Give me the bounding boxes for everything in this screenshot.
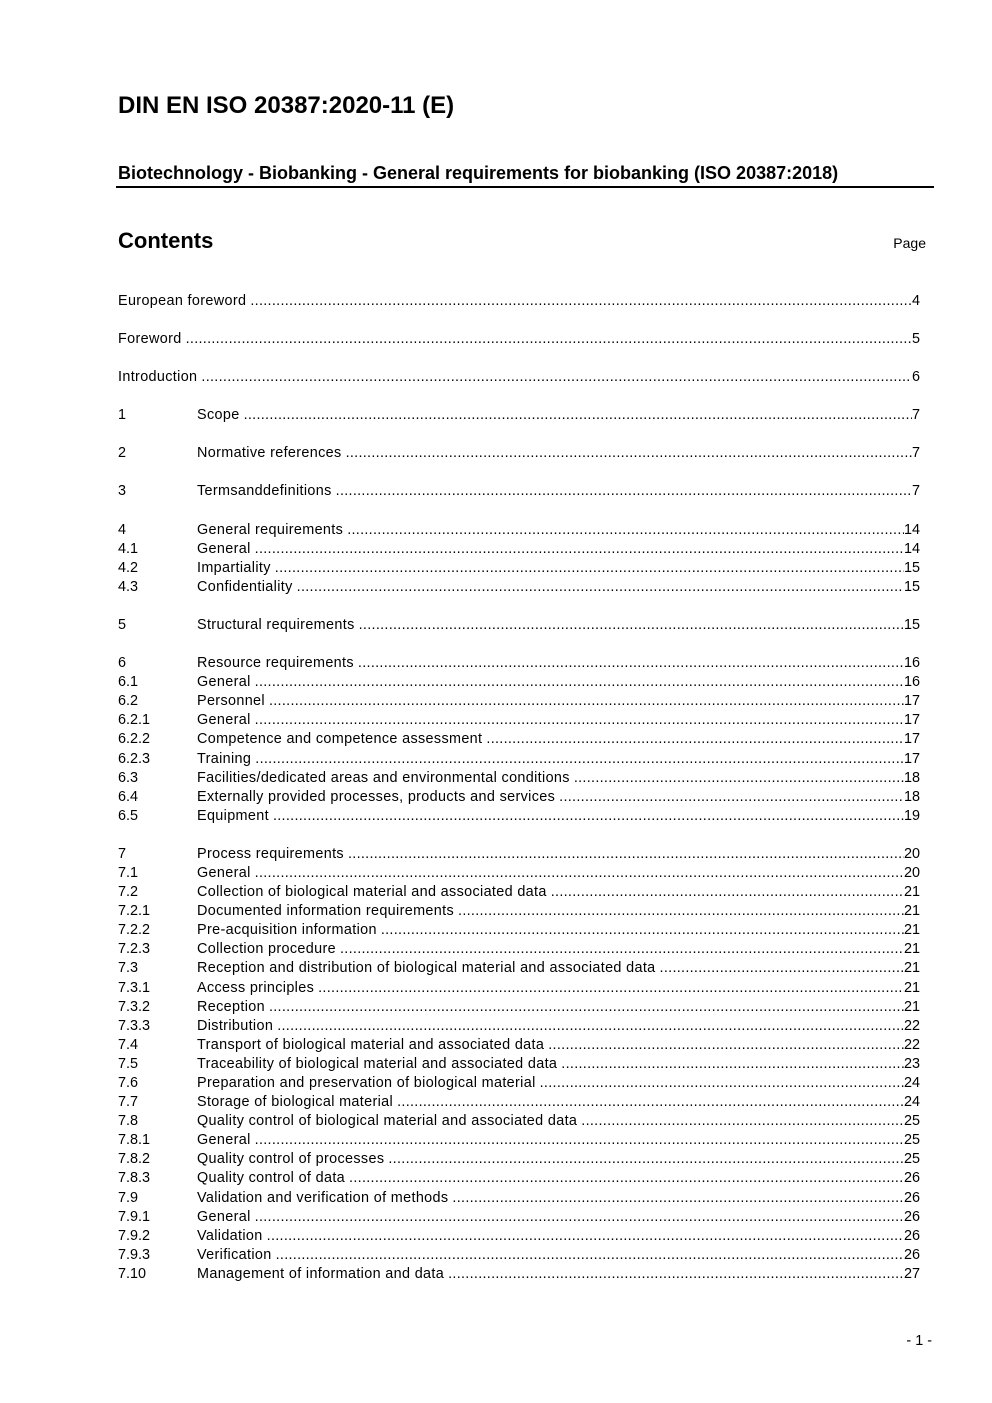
toc-entry-page: 16 bbox=[903, 674, 920, 691]
toc-entry-label: Termsanddefinitions bbox=[197, 483, 332, 500]
toc-dot-leader bbox=[448, 1265, 904, 1284]
toc-entry[interactable] bbox=[118, 292, 920, 311]
toc-entry[interactable] bbox=[118, 1189, 920, 1208]
toc-entry[interactable] bbox=[118, 1265, 920, 1284]
toc-dot-leader bbox=[388, 1150, 904, 1169]
toc-entry-page: 24 bbox=[903, 1094, 920, 1111]
toc-entry-label: Structural requirements bbox=[197, 616, 355, 633]
toc-dot-leader bbox=[269, 998, 904, 1017]
toc-entry-label: Competence and competence assessment bbox=[197, 731, 483, 748]
toc-entry[interactable] bbox=[118, 883, 920, 902]
toc-dot-leader bbox=[359, 616, 904, 635]
toc-entry-page: 4 bbox=[911, 293, 920, 309]
toc-dot-leader bbox=[581, 1112, 904, 1131]
toc-entry[interactable] bbox=[118, 788, 920, 807]
toc-entry-number: 5 bbox=[118, 616, 127, 633]
toc-entry-page: 21 bbox=[903, 903, 920, 920]
toc-entry[interactable] bbox=[118, 979, 920, 998]
document-title: DIN EN ISO 20387:2020-11 (E) bbox=[118, 92, 455, 119]
toc-entry-label: General bbox=[197, 864, 251, 881]
toc-entry[interactable] bbox=[118, 540, 920, 559]
table-of-contents bbox=[118, 292, 920, 1284]
toc-entry-number: 7.3.1 bbox=[118, 979, 151, 996]
toc-dot-leader bbox=[397, 1093, 904, 1112]
toc-entry-page: 26 bbox=[903, 1170, 920, 1187]
toc-dot-leader bbox=[276, 1246, 904, 1265]
toc-entry-number: 7.6 bbox=[118, 1075, 139, 1091]
toc-entry[interactable] bbox=[118, 559, 920, 578]
toc-dot-leader bbox=[318, 979, 904, 998]
toc-dot-leader bbox=[349, 1169, 904, 1188]
toc-entry-number: 1 bbox=[118, 407, 127, 424]
toc-dot-leader bbox=[551, 883, 904, 902]
toc-entry-page: 7 bbox=[911, 407, 920, 424]
toc-entry[interactable] bbox=[118, 1169, 920, 1188]
toc-entry-label: Facilities/dedicated areas and environmental conditions bbox=[197, 769, 570, 786]
toc-entry-page: 17 bbox=[903, 731, 920, 748]
toc-entry-page: 15 bbox=[903, 559, 920, 576]
toc-entry-number: 7.4 bbox=[118, 1036, 139, 1053]
toc-entry-label: Resource requirements bbox=[197, 655, 354, 672]
toc-entry-number: 7.5 bbox=[118, 1055, 139, 1072]
toc-entry-number: 6.3 bbox=[118, 769, 139, 786]
toc-entry-number: 7 bbox=[118, 845, 127, 862]
toc-dot-leader bbox=[340, 940, 904, 959]
toc-entry[interactable] bbox=[118, 1112, 920, 1131]
toc-entry-label: Training bbox=[197, 750, 252, 767]
toc-entry-label: Confidentiality bbox=[197, 578, 293, 595]
toc-dot-leader bbox=[452, 1189, 904, 1208]
toc-entry-label: Externally provided processes, products and services bbox=[197, 788, 556, 805]
toc-dot-leader bbox=[574, 769, 904, 788]
toc-entry[interactable] bbox=[118, 730, 920, 749]
toc-entry[interactable] bbox=[118, 769, 920, 788]
toc-entry[interactable] bbox=[118, 1055, 920, 1074]
contents-heading: Contents bbox=[118, 228, 214, 253]
toc-entry-label: Access principles bbox=[197, 979, 315, 996]
toc-entry-label: General bbox=[197, 712, 251, 729]
toc-dot-leader bbox=[297, 578, 904, 597]
toc-entry-number: 7.3.3 bbox=[118, 1017, 151, 1034]
toc-entry-number: 7.8.3 bbox=[118, 1170, 151, 1187]
toc-entry-label: Introduction bbox=[118, 369, 198, 386]
toc-entry-label: Normative references bbox=[197, 445, 342, 462]
toc-entry[interactable] bbox=[118, 1246, 920, 1265]
toc-dot-leader bbox=[559, 788, 904, 807]
toc-entry-number: 7.2.3 bbox=[118, 941, 151, 958]
toc-entry[interactable] bbox=[118, 406, 920, 425]
toc-dot-leader bbox=[348, 845, 904, 864]
toc-entry-page: 23 bbox=[903, 1055, 920, 1072]
toc-entry-label: General bbox=[197, 674, 251, 691]
toc-entry-page: 7 bbox=[911, 483, 920, 500]
toc-entry[interactable] bbox=[118, 673, 920, 692]
toc-entry-page: 24 bbox=[903, 1075, 920, 1091]
toc-entry-label: General bbox=[197, 1208, 251, 1225]
toc-dot-leader bbox=[561, 1055, 904, 1074]
toc-dot-leader bbox=[244, 406, 912, 425]
toc-entry-number: 4.3 bbox=[118, 578, 139, 595]
toc-dot-leader bbox=[255, 864, 904, 883]
toc-entry-number: 7.2 bbox=[118, 884, 139, 901]
toc-entry-page: 15 bbox=[903, 578, 920, 595]
toc-entry-label: Transport of biological material and associated data bbox=[197, 1036, 545, 1053]
toc-entry-number: 7.9.3 bbox=[118, 1246, 151, 1263]
toc-entry-label: Quality control of biological material and associated data bbox=[197, 1113, 578, 1130]
toc-entry-number: 3 bbox=[118, 483, 127, 500]
toc-entry-label: General bbox=[197, 540, 251, 557]
toc-entry-label: European foreword bbox=[118, 293, 247, 309]
toc-dot-leader bbox=[548, 1036, 904, 1055]
toc-entry-page: 7 bbox=[911, 445, 920, 462]
toc-entry-number: 7.8 bbox=[118, 1113, 139, 1130]
toc-entry-number: 7.8.2 bbox=[118, 1151, 151, 1168]
toc-entry-label: Personnel bbox=[197, 693, 265, 710]
toc-dot-leader bbox=[358, 654, 904, 673]
toc-entry-page: 22 bbox=[903, 1036, 920, 1053]
toc-entry-label: Pre-acquisition information bbox=[197, 922, 377, 939]
toc-entry-number: 6.2.3 bbox=[118, 750, 151, 767]
toc-entry-number: 2 bbox=[118, 445, 127, 462]
toc-entry-label: Validation and verification of methods bbox=[197, 1189, 449, 1206]
toc-entry-number: 6.2.2 bbox=[118, 731, 151, 748]
toc-entry[interactable] bbox=[118, 864, 920, 883]
toc-entry[interactable] bbox=[118, 902, 920, 921]
toc-entry-page: 26 bbox=[903, 1189, 920, 1206]
toc-entry-page: 21 bbox=[903, 998, 920, 1015]
toc-entry-page: 15 bbox=[903, 616, 920, 633]
toc-entry-page: 21 bbox=[903, 922, 920, 939]
toc-dot-leader bbox=[269, 692, 904, 711]
toc-entry-label: Verification bbox=[197, 1246, 272, 1263]
page-number: - 1 - bbox=[906, 1333, 932, 1349]
toc-entry-page: 21 bbox=[903, 960, 920, 977]
toc-entry-label: Preparation and preservation of biological material bbox=[197, 1075, 536, 1091]
toc-entry-label: Collection of biological material and associated data bbox=[197, 884, 547, 901]
toc-entry-number: 4.2 bbox=[118, 559, 139, 576]
toc-dot-leader bbox=[275, 559, 904, 578]
toc-dot-leader bbox=[250, 292, 912, 311]
toc-dot-leader bbox=[347, 521, 904, 540]
toc-entry-label: Management of information and data bbox=[197, 1265, 445, 1282]
toc-dot-leader bbox=[540, 1074, 904, 1093]
toc-dot-leader bbox=[255, 540, 904, 559]
toc-entry[interactable] bbox=[118, 330, 920, 349]
toc-entry-number: 7.3 bbox=[118, 960, 139, 977]
toc-entry-number: 7.1 bbox=[118, 864, 139, 881]
toc-dot-leader bbox=[186, 330, 912, 349]
toc-entry-page: 26 bbox=[903, 1227, 920, 1244]
toc-entry[interactable] bbox=[118, 1074, 920, 1093]
toc-entry-number: 6.2.1 bbox=[118, 712, 151, 729]
toc-entry[interactable] bbox=[118, 845, 920, 864]
toc-entry[interactable] bbox=[118, 1131, 920, 1150]
toc-dot-leader bbox=[660, 959, 904, 978]
toc-entry[interactable] bbox=[118, 692, 920, 711]
toc-entry-number: 7.2.2 bbox=[118, 922, 151, 939]
toc-entry-page: 14 bbox=[903, 521, 920, 538]
toc-entry-page: 25 bbox=[903, 1132, 920, 1149]
toc-entry-page: 20 bbox=[903, 845, 920, 862]
toc-entry-page: 5 bbox=[911, 331, 920, 348]
toc-entry[interactable] bbox=[118, 1017, 920, 1036]
toc-entry-number: 6.4 bbox=[118, 788, 139, 805]
toc-entry-number: 7.3.2 bbox=[118, 998, 151, 1015]
toc-entry-page: 21 bbox=[903, 884, 920, 901]
toc-entry-page: 19 bbox=[903, 807, 920, 824]
toc-entry-label: Documented information requirements bbox=[197, 903, 455, 920]
toc-entry-page: 22 bbox=[903, 1017, 920, 1034]
toc-entry-page: 27 bbox=[903, 1265, 920, 1282]
toc-entry-label: Traceability of biological material and associated data bbox=[197, 1055, 558, 1072]
toc-entry-page: 17 bbox=[903, 693, 920, 710]
toc-entry-label: Process requirements bbox=[197, 845, 344, 862]
toc-entry[interactable] bbox=[118, 654, 920, 673]
toc-entry[interactable] bbox=[118, 482, 920, 501]
toc-entry-label: General requirements bbox=[197, 521, 344, 538]
toc-entry[interactable] bbox=[118, 1227, 920, 1246]
toc-entry-label: Quality control of data bbox=[197, 1170, 346, 1187]
toc-entry-number: 7.8.1 bbox=[118, 1132, 151, 1149]
toc-dot-leader bbox=[255, 750, 904, 769]
toc-dot-leader bbox=[267, 1227, 904, 1246]
toc-entry-page: 18 bbox=[903, 788, 920, 805]
toc-dot-leader bbox=[255, 673, 904, 692]
toc-entry[interactable] bbox=[118, 807, 920, 826]
toc-entry-label: Collection procedure bbox=[197, 941, 336, 958]
toc-entry-page: 14 bbox=[903, 540, 920, 557]
document-subtitle: Biotechnology - Biobanking - General requirements for biobanking (ISO 20387:2018) bbox=[118, 163, 839, 183]
toc-entry-number: 6.2 bbox=[118, 693, 139, 710]
toc-entry-number: 7.9 bbox=[118, 1189, 139, 1206]
toc-dot-leader bbox=[277, 1017, 904, 1036]
toc-entry[interactable] bbox=[118, 1093, 920, 1112]
toc-entry[interactable] bbox=[118, 578, 920, 597]
toc-entry[interactable] bbox=[118, 1208, 920, 1227]
toc-entry-page: 18 bbox=[903, 769, 920, 786]
toc-entry-page: 17 bbox=[903, 712, 920, 729]
toc-dot-leader bbox=[255, 1131, 904, 1150]
subtitle-underline bbox=[116, 186, 934, 188]
toc-entry[interactable] bbox=[118, 1150, 920, 1169]
toc-dot-leader bbox=[255, 1208, 904, 1227]
toc-entry[interactable] bbox=[118, 521, 920, 540]
toc-entry-page: 25 bbox=[903, 1113, 920, 1130]
toc-entry[interactable] bbox=[118, 998, 920, 1017]
toc-entry[interactable] bbox=[118, 616, 920, 635]
toc-dot-leader bbox=[346, 444, 912, 463]
toc-entry-label: Distribution bbox=[197, 1017, 274, 1034]
toc-entry-number: 4.1 bbox=[118, 540, 139, 557]
toc-entry-number: 6.5 bbox=[118, 807, 139, 824]
toc-entry[interactable] bbox=[118, 959, 920, 978]
toc-entry-page: 21 bbox=[903, 979, 920, 996]
toc-entry[interactable] bbox=[118, 940, 920, 959]
toc-entry-label: Reception bbox=[197, 998, 265, 1015]
toc-entry[interactable] bbox=[118, 368, 920, 387]
toc-dot-leader bbox=[273, 807, 904, 826]
toc-entry-page: 26 bbox=[903, 1246, 920, 1263]
toc-entry-number: 7.9.2 bbox=[118, 1227, 151, 1244]
toc-dot-leader bbox=[458, 902, 904, 921]
toc-dot-leader bbox=[201, 368, 912, 387]
toc-entry-label: General bbox=[197, 1132, 251, 1149]
toc-dot-leader bbox=[255, 711, 904, 730]
toc-entry-label: Validation bbox=[197, 1227, 263, 1244]
toc-dot-leader bbox=[336, 482, 912, 501]
toc-entry-page: 25 bbox=[903, 1151, 920, 1168]
toc-entry-page: 26 bbox=[903, 1208, 920, 1225]
toc-entry-label: Reception and distribution of biological material and associated data bbox=[197, 960, 656, 977]
toc-entry[interactable] bbox=[118, 921, 920, 940]
toc-entry[interactable] bbox=[118, 444, 920, 463]
toc-entry-label: Impartiality bbox=[197, 559, 271, 576]
toc-entry-number: 4 bbox=[118, 521, 127, 538]
toc-entry-page: 16 bbox=[903, 655, 920, 672]
toc-entry-number: 7.7 bbox=[118, 1094, 139, 1111]
toc-dot-leader bbox=[486, 730, 904, 749]
toc-entry[interactable] bbox=[118, 711, 920, 730]
toc-entry-number: 7.10 bbox=[118, 1265, 147, 1282]
toc-entry-label: Equipment bbox=[197, 807, 269, 824]
page-column-label: Page bbox=[893, 235, 926, 251]
toc-entry-label: Storage of biological material bbox=[197, 1094, 394, 1111]
toc-entry-page: 21 bbox=[903, 941, 920, 958]
toc-entry-label: Scope bbox=[197, 407, 240, 424]
toc-entry-number: 7.9.1 bbox=[118, 1208, 151, 1225]
toc-dot-leader bbox=[381, 921, 904, 940]
toc-entry[interactable] bbox=[118, 750, 920, 769]
toc-entry-number: 6 bbox=[118, 655, 127, 672]
toc-entry-number: 6.1 bbox=[118, 674, 139, 691]
toc-entry[interactable] bbox=[118, 1036, 920, 1055]
toc-entry-page: 20 bbox=[903, 864, 920, 881]
toc-entry-number: 7.2.1 bbox=[118, 903, 151, 920]
toc-entry-page: 17 bbox=[903, 750, 920, 767]
toc-entry-page: 6 bbox=[911, 369, 920, 386]
toc-entry-label: Quality control of processes bbox=[197, 1151, 385, 1168]
toc-entry-label: Foreword bbox=[118, 331, 182, 348]
